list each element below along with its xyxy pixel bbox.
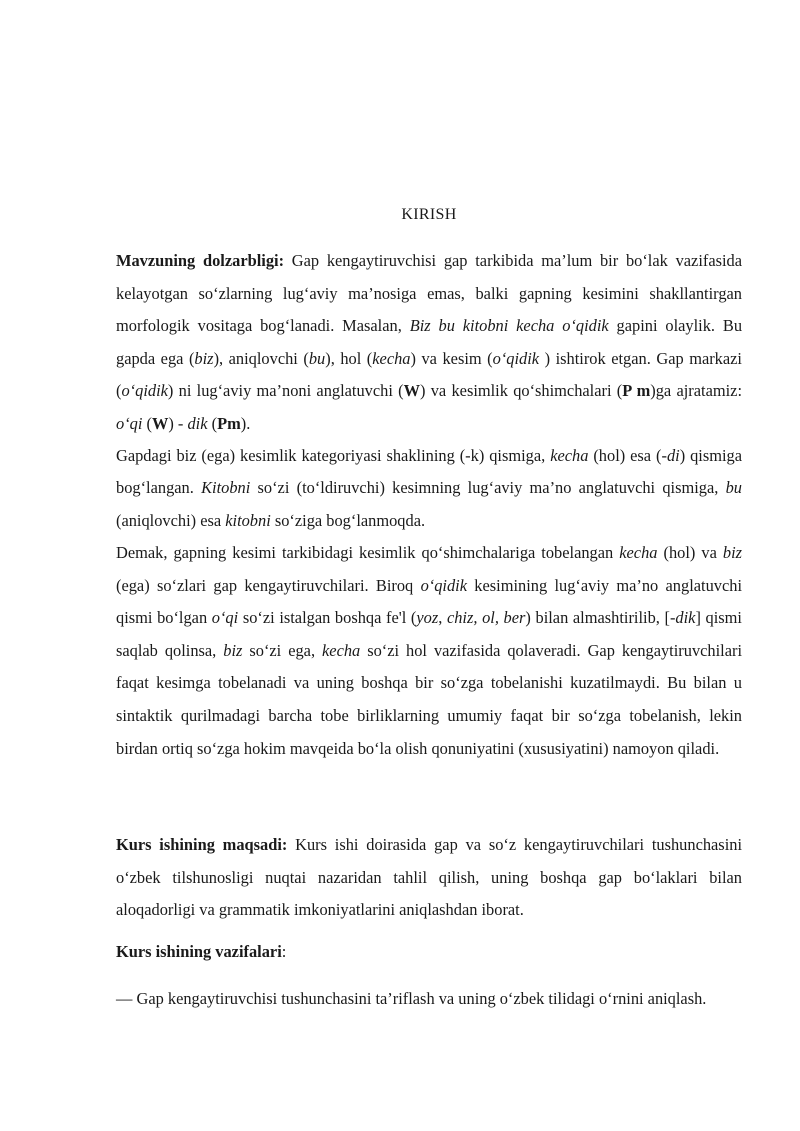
text-run: so‘ziga bog‘lanmoqda. xyxy=(270,510,426,530)
italic-run: bu xyxy=(308,348,326,368)
italic-run: o‘qi xyxy=(116,413,143,433)
text-run: )ga ajratamiz: xyxy=(650,381,742,401)
italic-run: kitobni xyxy=(225,510,271,530)
paragraph-task-item xyxy=(116,983,742,1016)
italic-run: di xyxy=(666,446,680,465)
page-title: KIRISH xyxy=(401,206,457,223)
text-run: (hol) va xyxy=(657,543,723,562)
bold-run: P m xyxy=(622,381,651,401)
italic-run: o‘qidik xyxy=(420,575,467,595)
text-run: (aniqlovchi) esa xyxy=(116,510,226,530)
italic-run: Kitobni xyxy=(201,478,251,498)
italic-run: biz xyxy=(194,348,214,368)
italic-run: biz xyxy=(223,640,243,660)
text-run: ), aniqlovchi ( xyxy=(213,348,309,368)
text-run: ). xyxy=(240,413,251,433)
italic-run: chiz, ol, ber xyxy=(446,608,526,628)
paragraph-conclusion xyxy=(116,537,742,765)
bold-run: W xyxy=(403,381,421,401)
text-run: so‘zi istalgan boshqa fe'l ( xyxy=(238,608,417,628)
text-run: (ega) so‘zlari gap kengaytiruvchilari. Biroq xyxy=(116,575,421,595)
text-run: — Gap kengaytiruvchisi tushunchasini ta’riflash va uning o‘zbek tilidagi o‘rnini aniqlash. xyxy=(116,989,707,1008)
text-run: , xyxy=(438,608,447,628)
bold-run: Pm xyxy=(217,413,241,433)
paragraph-tasks-heading xyxy=(116,936,742,969)
text-run: Gap kengaytiruvchisi gap tarkibida ma’lum bir bo‘lak vazifasida kelayotgan so‘zlarning lug‘aviy ma’nosiga emas, balki gapning kesimini shakllantirgan morfologik vositaga bog‘lanadi. Masalan, xyxy=(116,251,743,336)
italic-run: yoz xyxy=(416,608,439,628)
text-run: ) qismiga bog‘langan. xyxy=(116,446,743,498)
text-run: ) ni lug‘aviy ma’noni anglatuvchi ( xyxy=(167,381,404,401)
text-run: ) ishtirok etgan. Gap markazi ( xyxy=(116,348,742,401)
paragraph-relevance xyxy=(116,245,742,441)
text-run: ) bilan almashtirilib, [- xyxy=(525,608,676,628)
text-run: Gapdagi biz (ega) kesimlik kategoriyasi shaklining (-k) qismiga, xyxy=(116,446,551,465)
italic-run: o‘qi xyxy=(211,608,239,628)
italic-run: kecha xyxy=(322,640,361,660)
text-run: so‘zi (to‘ldiruvchi) kesimning lug‘aviy ma’no anglatuvchi qismiga, xyxy=(250,478,726,498)
text-run: gapini olaylik. Bu gapda ega ( xyxy=(116,316,743,368)
aim-label: Kurs ishining maqsadi: xyxy=(116,835,288,854)
text-run: Kurs ishi doirasida gap va so‘z kengaytiruvchilari tushunchasini o‘zbek tilshunosligi nuqtai nazaridan tahlil qilish, uning boshqa gap bo‘laklari bilan aloqadorligi va grammatik imkoniyatlarini aniqlashdan iborat. xyxy=(116,835,742,920)
text-run: ) va kesimlik qo‘shimchalari ( xyxy=(420,381,623,401)
text-run: so‘zi ega, xyxy=(242,640,323,660)
italic-run: Biz bu kitobni kecha o‘qidik xyxy=(409,316,609,336)
text-run: ) - xyxy=(168,413,188,433)
tasks-label: Kurs ishining vazifalari xyxy=(116,942,282,961)
text-run: ( xyxy=(207,413,218,433)
italic-run: kecha xyxy=(619,543,658,562)
italic-run: bu xyxy=(725,478,742,498)
text-run: Demak, gapning kesimi tarkibidagi kesimlik qo‘shimchalariga tobelangan xyxy=(116,543,620,562)
text-run: so‘zi hol vazifasida qolaveradi. Gap kengaytiruvchilari faqat kesimga tobelanadi va uning boshqa bir so‘zga tobelanishi kuzatilmaydi. Bu bilan u sintaktik qurilmadagi barcha tobe birliklarning umumiy faqat bir so‘zga tobelanish, lekin birdan ortiq so‘zga hokim mavqeida bo‘la olish qonuniyatini (xususiyatini) namoyon qiladi. xyxy=(116,640,743,758)
italic-run: kecha xyxy=(372,348,411,368)
text-run: kesimining lug‘aviy ma’no anglatuvchi qismi bo‘lgan xyxy=(116,575,742,628)
italic-run: dik xyxy=(675,608,696,628)
text-run: ), hol ( xyxy=(325,348,373,368)
text-run: ] qismi saqlab qolinsa, xyxy=(116,608,742,660)
italic-run: o‘qidik xyxy=(121,381,168,401)
text-run: ( xyxy=(142,413,152,433)
paragraph-aim xyxy=(116,829,742,927)
text-run: : xyxy=(281,942,287,961)
italic-run: o‘qidik xyxy=(492,348,540,368)
bold-run: W xyxy=(151,413,169,433)
relevance-label: Mavzuning dolzarbligi: xyxy=(116,251,285,270)
italic-run: biz xyxy=(722,543,743,562)
italic-run: kecha xyxy=(550,446,589,465)
text-run: (hol) esa (- xyxy=(588,446,667,465)
italic-run: dik xyxy=(187,413,208,433)
paragraph-example-analysis xyxy=(116,440,742,537)
text-run: ) va kesim ( xyxy=(410,348,493,368)
